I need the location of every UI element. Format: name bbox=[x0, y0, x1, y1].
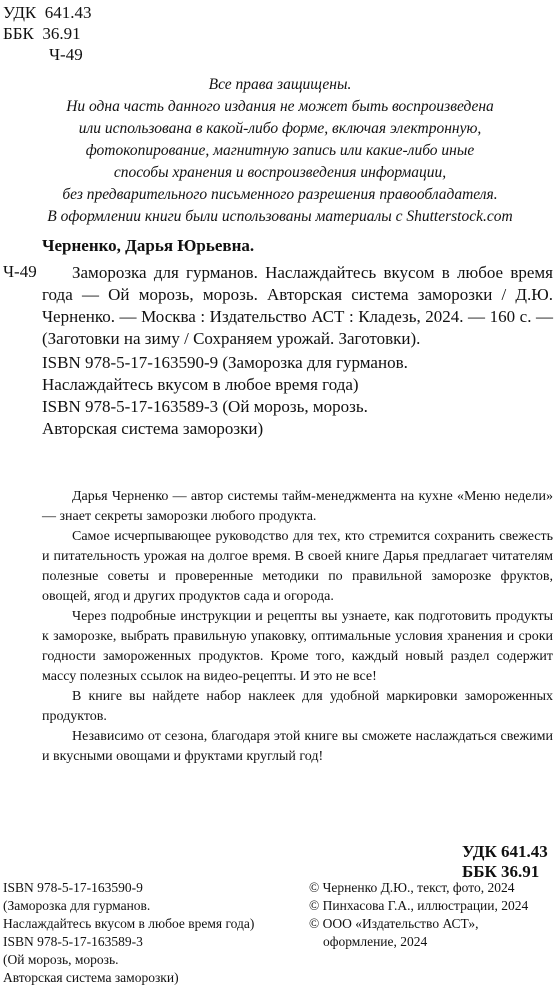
author-sign bbox=[3, 44, 92, 65]
copyright-block bbox=[309, 879, 528, 951]
annotation-paragraph: В книге вы найдете набор наклеек для удобной маркировки замороженных продуктов. bbox=[42, 689, 553, 724]
annotation bbox=[42, 487, 553, 767]
isbn-line: ISBN 978-5-17-163590-9 (Заморозка для гурманов. bbox=[42, 353, 408, 372]
udk-label: УДК bbox=[3, 3, 37, 22]
isbn-line: Наслаждайтесь вкусом в любое время года) bbox=[42, 375, 359, 394]
isbn-line: ISBN 978-5-17-163589-3 (Ой морозь, морозь. bbox=[42, 397, 368, 416]
copyright-line: © Черненко Д.Ю., текст, фото, 2024 bbox=[309, 880, 515, 895]
isbn-small-line: Наслаждайтесь вкусом в любое время года) bbox=[3, 916, 255, 931]
bbk-code bbox=[3, 23, 92, 44]
isbn-small-line: (Заморозка для гурманов. bbox=[3, 898, 151, 913]
rights-line: Ни одна часть данного издания не может быть воспроизведена bbox=[66, 98, 494, 115]
rights-line: В оформлении книги были использованы материалы с Shutterstock.com bbox=[47, 208, 513, 225]
udk-code bbox=[3, 2, 92, 23]
bbk-label: ББК bbox=[3, 24, 34, 43]
copyright-line: оформление, 2024 bbox=[323, 934, 428, 949]
udk-bbk-bold bbox=[462, 842, 550, 882]
isbn-small-line: Авторская система заморозки) bbox=[3, 970, 179, 985]
author-heading: Черненко, Дарья Юрьевна. bbox=[42, 236, 255, 255]
rights-line: фотокопирование, магнитную запись или какие-либо иные bbox=[85, 142, 475, 159]
rights-line: способы хранения и воспроизведения информации, bbox=[113, 164, 447, 181]
isbn-small-block bbox=[3, 879, 254, 987]
rights-line: без предварительного письменного разрешения правообладателя. bbox=[62, 186, 498, 203]
bbk-value: 36.91 bbox=[42, 24, 81, 43]
rights-line: или использована в какой-либо форме, включая электронную, bbox=[78, 120, 482, 137]
rights-notice bbox=[0, 74, 560, 228]
udk-bold: УДК 641.43 bbox=[462, 842, 548, 861]
copyright-line: © ООО «Издательство АСТ», bbox=[309, 916, 479, 931]
isbn-small-line: (Ой морозь, морозь. bbox=[3, 952, 119, 967]
isbn-block bbox=[42, 352, 408, 440]
bbk-bold: ББК 36.91 bbox=[462, 862, 540, 881]
bibliographic-description: Заморозка для гурманов. Наслаждайтесь вкусом в любое время года — Ой морозь, морозь. Авторская система заморозки / Д.Ю. Черненко. — Москва : Издательство АСТ : Кладезь, 2024. — 160 с. — (Заготовки на зиму / Сохраняем урожай. Заготовки). bbox=[42, 263, 553, 348]
rights-line: Все права защищены. bbox=[208, 76, 352, 93]
isbn-small-line: ISBN 978-5-17-163589-3 bbox=[3, 934, 143, 949]
isbn-small-line: ISBN 978-5-17-163590-9 bbox=[3, 880, 143, 895]
annotation-paragraph: Дарья Черненко — автор системы тайм-менеджмента на кухне «Меню недели» — знает секреты заморозки любого продукта. bbox=[42, 489, 553, 524]
annotation-paragraph: Через подробные инструкции и рецепты вы узнаете, как подготовить продукты к заморозке, выбрать правильную упаковку, оптимальные условия хранения и сроки годности замороженных продуктов. Кроме того, каждый новый раздел содержит массу полезных ссылок на видео-рецепты. И это не все! bbox=[42, 609, 553, 684]
udk-value: 641.43 bbox=[44, 3, 92, 22]
copyright-line: © Пинхасова Г.А., иллюстрации, 2024 bbox=[309, 898, 529, 913]
isbn-line: Авторская система заморозки) bbox=[42, 419, 264, 438]
author-sign-code: Ч-49 bbox=[3, 262, 37, 281]
author-sign-value: Ч-49 bbox=[49, 45, 83, 64]
classification-codes bbox=[3, 2, 92, 65]
annotation-paragraph: Самое исчерпывающее руководство для тех, кто стремится сохранить свежесть и питательность урожая на долгое время. В своей книге Дарья предлагает читателям полезные советы и проверенные методики по правильной заморозке фруктов, овощей, ягод и других продуктов сада и огорода. bbox=[42, 529, 553, 604]
annotation-paragraph: Независимо от сезона, благодаря этой книге вы сможете наслаждаться свежими и вкусными овощами и фруктами круглый год! bbox=[42, 729, 553, 764]
